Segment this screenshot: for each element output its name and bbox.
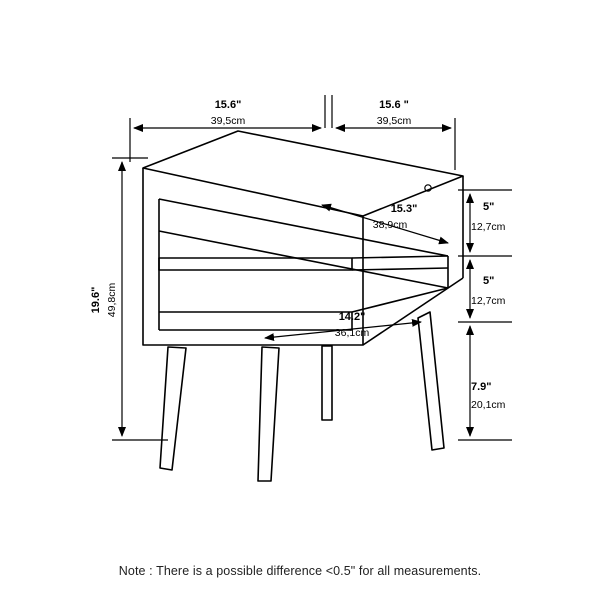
label-upper-compartment-imperial: 5" [483,201,495,213]
leg-front-right [258,347,279,481]
leg-back-right [418,312,444,450]
middle-shelf-right-bottom [352,268,448,270]
label-leg-height-imperial: 7.9" [471,381,492,393]
label-overall-height-metric: 49,8cm [106,282,118,318]
label-lower-compartment-metric: 12,7cm [471,295,506,307]
upper-shelf-back-bottom [159,231,448,288]
label-top-depth-metric: 39,5cm [376,115,412,127]
label-upper-compartment-metric: 12,7cm [471,221,506,233]
leg-front-left [160,347,186,470]
label-top-depth-imperial: 15.6 " [379,99,409,111]
measurement-note: Note : There is a possible difference <0.5" for all measurements. [118,564,482,578]
label-lower-width-metric: 36,1cm [334,327,370,339]
label-top-width-imperial: 15.6" [214,99,242,111]
label-top-width-metric: 39,5cm [210,115,246,127]
table-front-face [143,168,363,345]
leg-back-center [322,346,332,420]
dimension-lines [112,95,512,440]
label-overall-height-imperial: 19.6" [90,286,102,314]
middle-shelf-right-top [352,256,448,258]
label-upper-width-imperial: 15.3" [390,203,418,215]
label-lower-compartment-imperial: 5" [483,275,495,287]
lower-shelf-right [352,288,448,312]
label-lower-width-imperial: 14.2" [338,311,366,323]
label-upper-width-metric: 38,9cm [372,219,408,231]
table-drawing [143,131,463,481]
label-leg-height-metric: 20,1cm [471,399,506,411]
